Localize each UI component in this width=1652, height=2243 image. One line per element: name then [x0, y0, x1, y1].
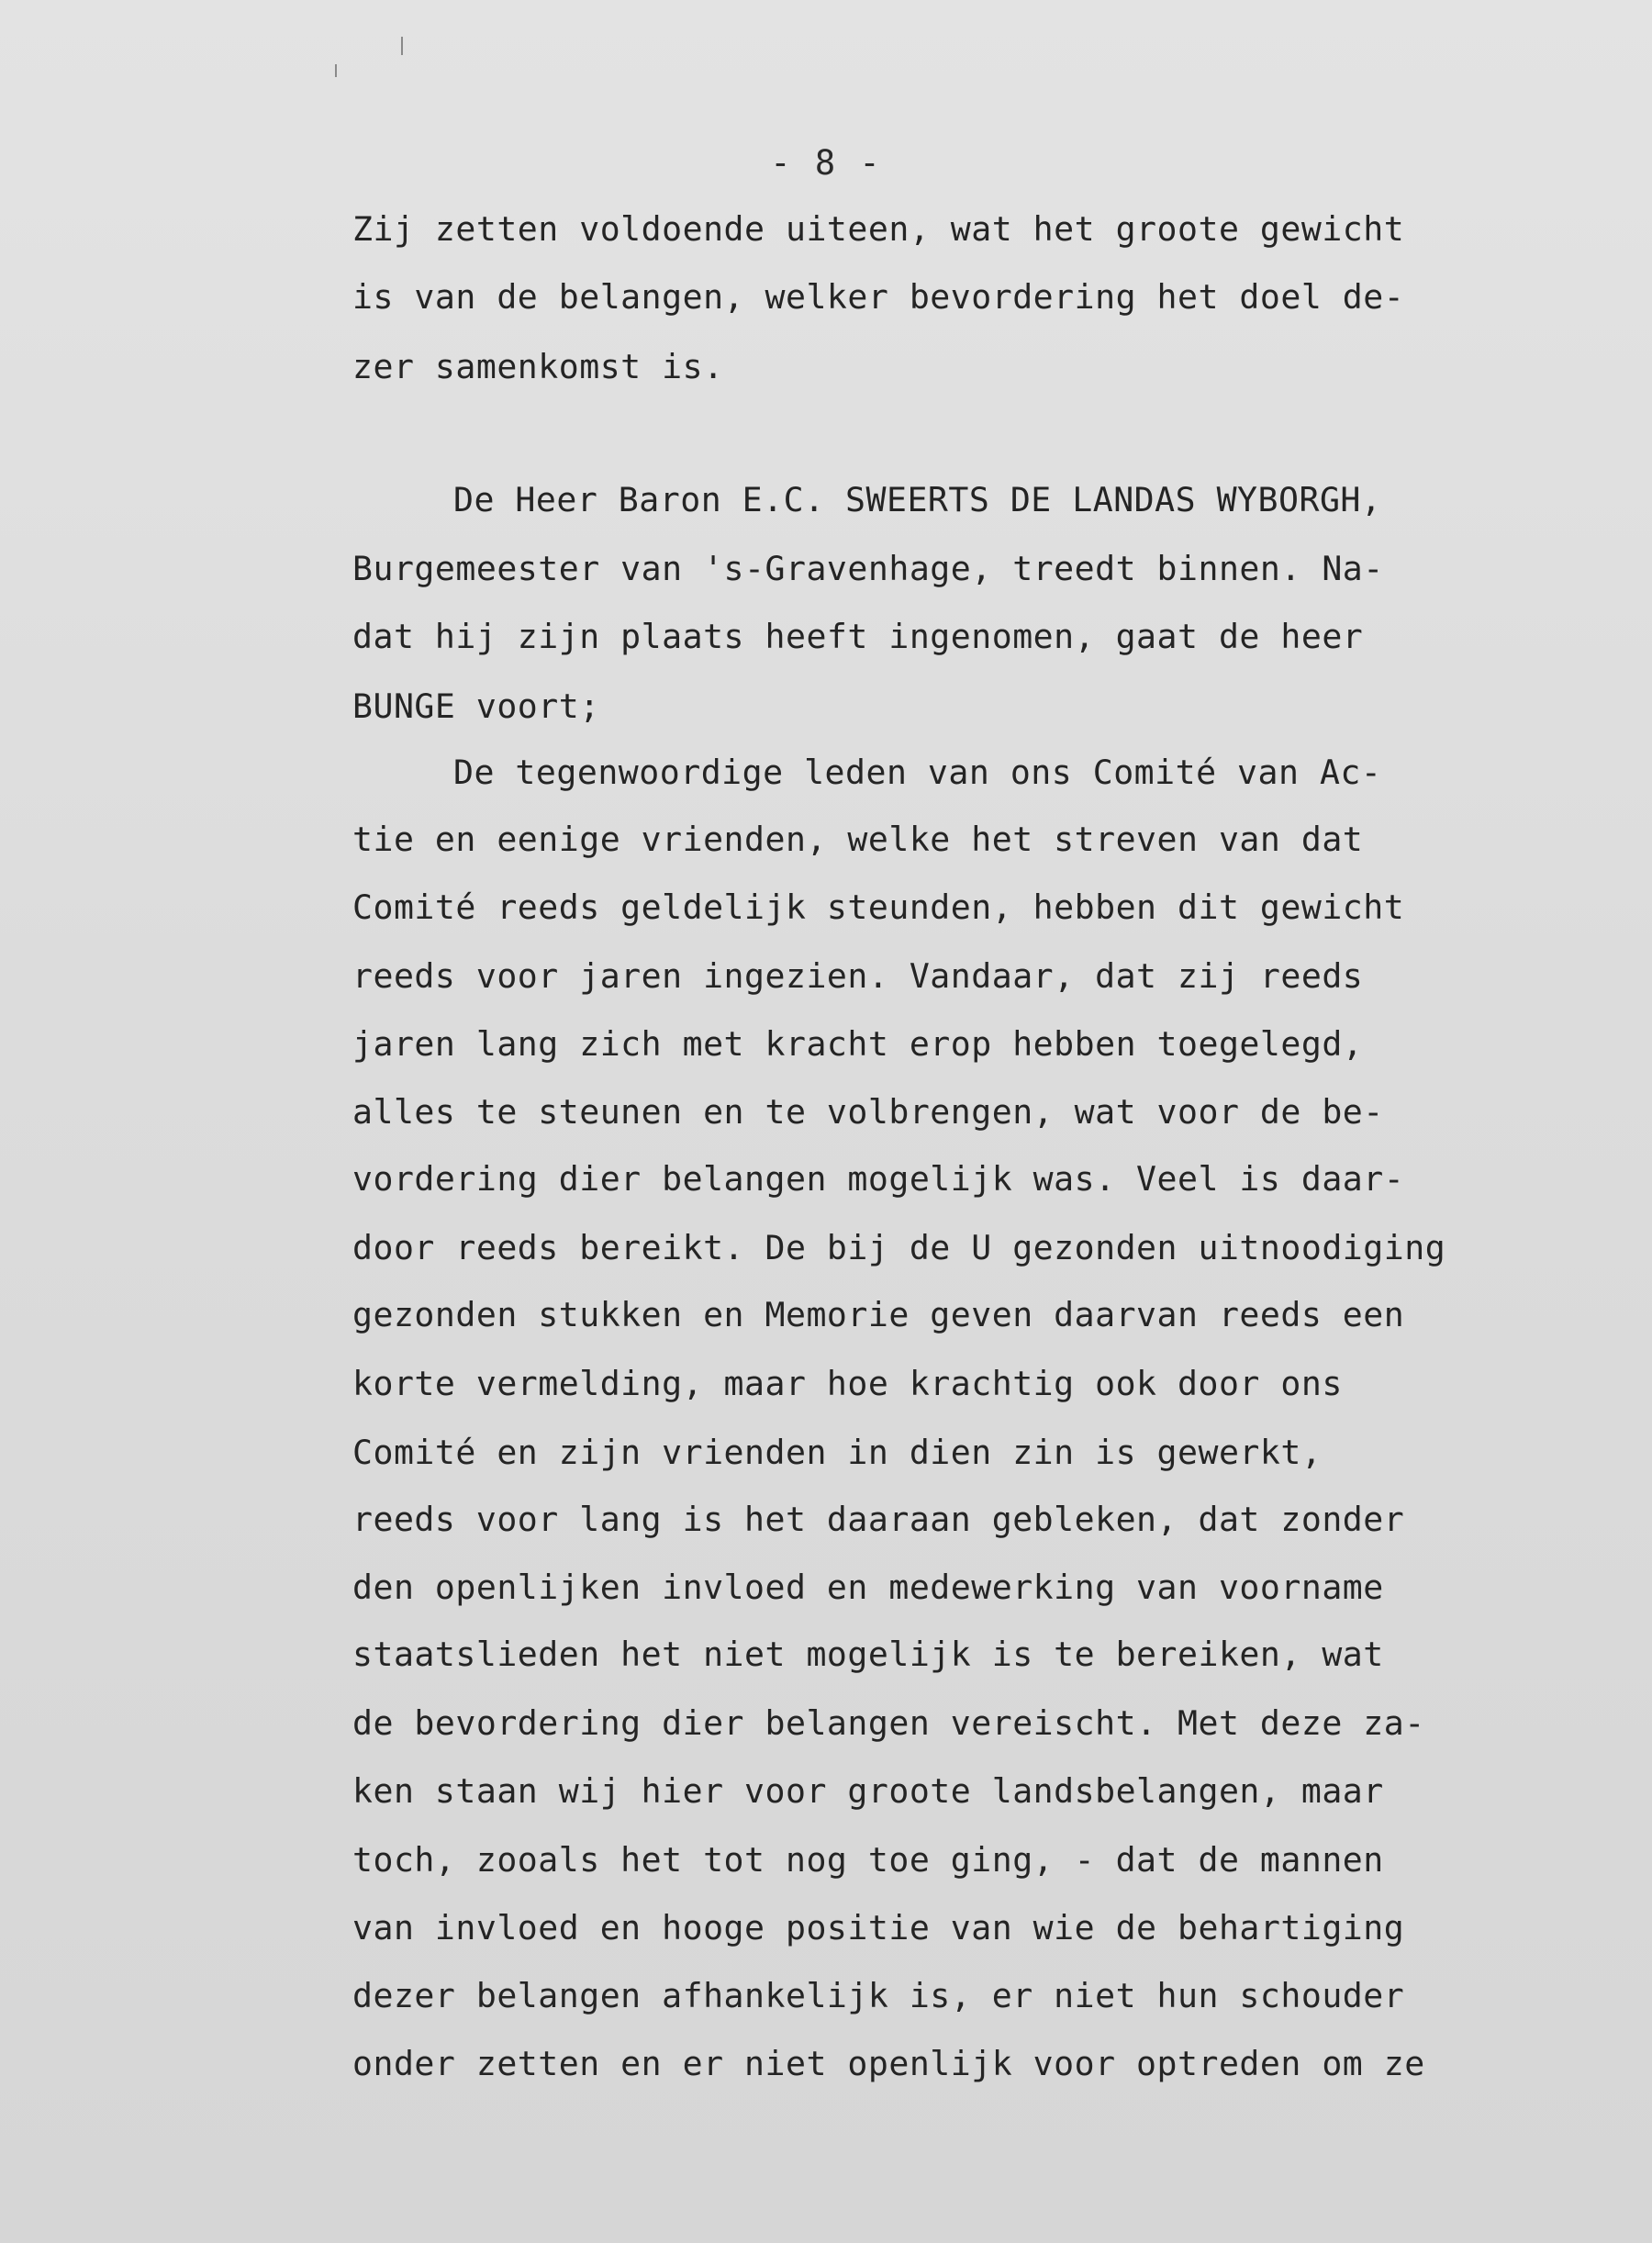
text-line: ken staan wij hier voor groote landsbelangen, maar: [352, 1771, 1384, 1811]
text-line: Zij zetten voldoende uiteen, wat het groote gewicht: [352, 209, 1405, 249]
text-line: vordering dier belangen mogelijk was. Veel is daar-: [352, 1159, 1405, 1199]
text-line: korte vermelding, maar hoe krachtig ook door ons: [352, 1364, 1343, 1403]
text-line: dat hij zijn plaats heeft ingenomen, gaat de heer: [352, 617, 1364, 656]
text-line: De Heer Baron E.C. SWEERTS DE LANDAS WYBORGH,: [453, 480, 1382, 519]
text-line: den openlijken invloed en medewerking van voorname: [352, 1568, 1384, 1607]
page-number: - 8 -: [770, 143, 882, 183]
text-line: gezonden stukken en Memorie geven daarvan reeds een: [352, 1295, 1405, 1334]
text-line: staatslieden het niet mogelijk is te bereiken, wat: [352, 1635, 1384, 1674]
text-line: door reeds bereikt. De bij de U gezonden uitnoodiging: [352, 1228, 1446, 1267]
text-line: reeds voor jaren ingezien. Vandaar, dat zij reeds: [352, 956, 1364, 996]
text-line: de bevordering dier belangen vereischt. Met deze za-: [352, 1703, 1425, 1743]
text-line: toch, zooals het tot nog toe ging, - dat de mannen: [352, 1840, 1384, 1880]
text-line: dezer belangen afhankelijk is, er niet hun schouder: [352, 1976, 1405, 2015]
text-line: is van de belangen, welker bevordering het doel de-: [352, 277, 1405, 317]
text-line: jaren lang zich met kracht erop hebben toegelegd,: [352, 1024, 1364, 1064]
text-line: De tegenwoordige leden van ons Comité van Ac-: [453, 753, 1382, 792]
text-line: Comité en zijn vrienden in dien zin is gewerkt,: [352, 1433, 1323, 1472]
text-line: van invloed en hooge positie van wie de behartiging: [352, 1908, 1405, 1947]
scan-speck: [401, 37, 403, 55]
text-line: BUNGE voort;: [352, 686, 600, 726]
text-line: Comité reeds geldelijk steunden, hebben dit gewicht: [352, 887, 1405, 927]
text-line: reeds voor lang is het daaraan gebleken, dat zonder: [352, 1500, 1405, 1539]
text-line: alles te steunen en te volbrengen, wat voor de be-: [352, 1092, 1384, 1132]
text-line: Burgemeester van 's-Gravenhage, treedt binnen. Na-: [352, 549, 1384, 588]
text-line: zer samenkomst is.: [352, 347, 724, 386]
text-line: tie en eenige vrienden, welke het streven van dat: [352, 820, 1364, 859]
text-line: onder zetten en er niet openlijk voor optreden om ze: [352, 2044, 1425, 2083]
scan-speck: [335, 64, 337, 77]
